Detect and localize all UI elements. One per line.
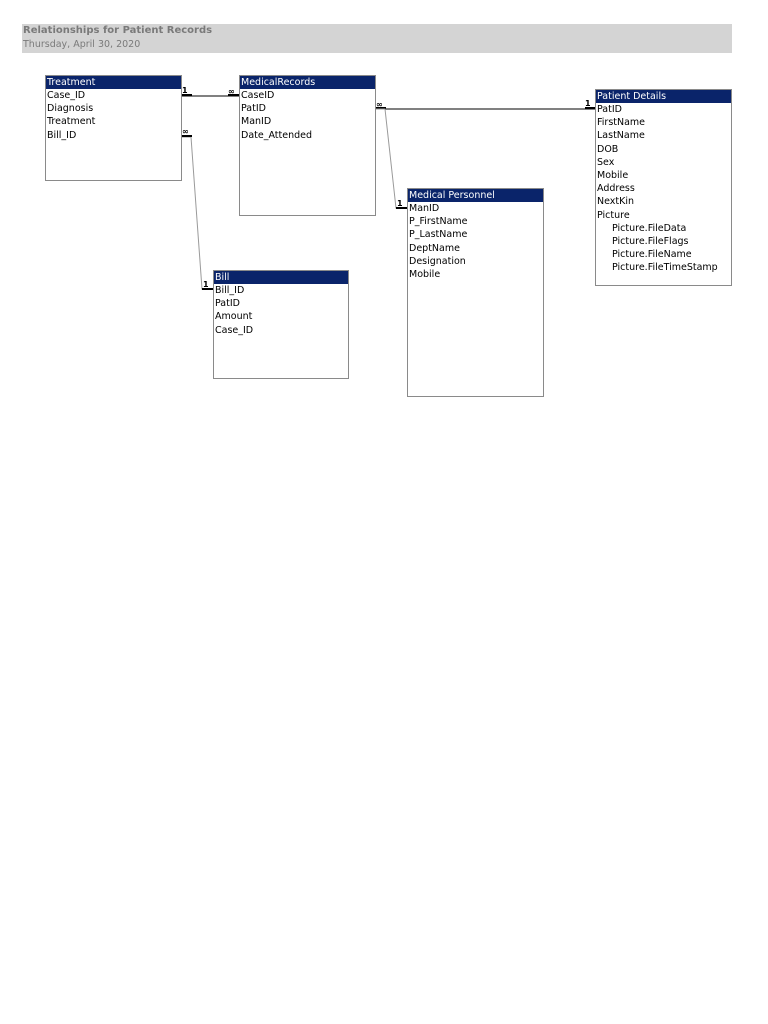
field-p-firstname[interactable]: P_FirstName (409, 216, 468, 228)
field-deptname[interactable]: DeptName (409, 242, 460, 254)
report-date: Thursday, April 30, 2020 (23, 39, 141, 50)
cardinality-label: ∞ (228, 87, 235, 96)
field-treatment[interactable]: Treatment (47, 116, 96, 128)
table-patient-details[interactable] (595, 89, 732, 286)
table-treatment[interactable] (45, 75, 182, 181)
field-picture[interactable]: Picture (597, 209, 630, 221)
rel-medicalrecords-personnel (375, 109, 408, 208)
field-picture-filename[interactable]: Picture.FileName (612, 249, 692, 261)
table-title[interactable]: MedicalRecords (240, 76, 375, 89)
cardinality-label: 1 (182, 86, 188, 95)
field-mobile[interactable]: Mobile (409, 268, 441, 280)
cardinality-label: 1 (397, 199, 403, 208)
field-sex[interactable]: Sex (597, 156, 615, 168)
field-patid[interactable]: PatID (215, 298, 240, 310)
table-title[interactable]: Medical Personnel (408, 189, 543, 202)
field-dob[interactable]: DOB (597, 143, 619, 155)
field-amount[interactable]: Amount (215, 311, 253, 323)
field-case-id[interactable]: Case_ID (215, 324, 254, 336)
field-picture-filedata[interactable]: Picture.FileData (612, 222, 687, 234)
field-caseid[interactable]: CaseID (241, 90, 275, 101)
field-bill-id[interactable]: Bill_ID (47, 129, 77, 141)
field-firstname[interactable]: FirstName (597, 117, 646, 129)
table-title[interactable]: Treatment (46, 76, 181, 89)
field-picture-fileflags[interactable]: Picture.FileFlags (612, 235, 689, 247)
table-title[interactable]: Patient Details (596, 90, 731, 103)
field-picture-filetimestamp[interactable]: Picture.FileTimeStamp (612, 262, 718, 274)
table-medical-personnel[interactable] (407, 188, 544, 397)
cardinality-label: ∞ (376, 100, 383, 109)
field-manid[interactable]: ManID (409, 203, 440, 214)
report-title: Relationships for Patient Records (23, 25, 213, 36)
table-bill[interactable] (213, 270, 349, 379)
field-patid[interactable]: PatID (597, 104, 622, 115)
field-nextkin[interactable]: NextKin (597, 196, 635, 208)
field-address[interactable]: Address (597, 183, 635, 195)
field-manid[interactable]: ManID (241, 116, 272, 128)
cardinality-label: ∞ (182, 127, 189, 136)
table-title[interactable]: Bill (214, 271, 348, 284)
field-lastname[interactable]: LastName (597, 130, 645, 142)
field-date-attended[interactable]: Date_Attended (241, 129, 313, 141)
field-case-id[interactable]: Case_ID (47, 90, 86, 101)
cardinality-label: 1 (203, 280, 209, 289)
report-header (22, 24, 732, 53)
field-diagnosis[interactable]: Diagnosis (47, 103, 94, 115)
field-p-lastname[interactable]: P_LastName (409, 229, 468, 241)
table-medicalrecords[interactable] (239, 75, 376, 216)
field-patid[interactable]: PatID (241, 103, 266, 115)
field-mobile[interactable]: Mobile (597, 169, 629, 181)
cardinality-label: 1 (585, 99, 591, 108)
field-bill-id[interactable]: Bill_ID (215, 285, 245, 296)
rel-treatment-bill (181, 137, 213, 289)
field-designation[interactable]: Designation (409, 255, 466, 267)
